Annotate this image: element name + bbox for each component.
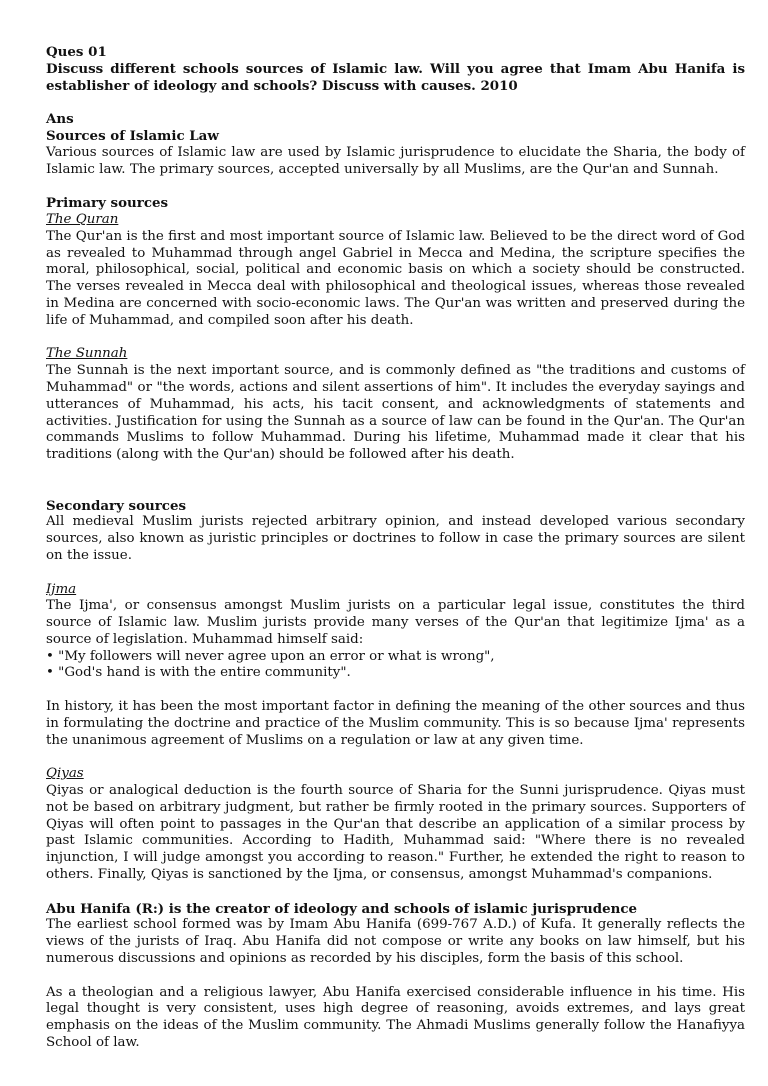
abu-hanifa-heading: Abu Hanifa (R:) is the creator of ideology and schools of islamic jurisprudence <box>46 900 638 917</box>
abu-hanifa-paragraph-1: The earliest school formed was by Imam Abu Hanifa (699-767 A.D.) of Kufa. It generally reflects the views of the jurists of Iraq. Abu Hanifa did not compose or write any books on law himself, but his numerous discussions and opinions as recorded by his disciples, form the basis of this school. <box>46 917 745 967</box>
qiyas-paragraph: Qiyas or analogical deduction is the fourth source of Sharia for the Sunni jurisprudence. Qiyas must not be based on arbitrary judgment, but rather be firmly rooted in the primary sources. Supporters of Qiyas will often point to passages in the Qur'an that describe an application of a similar process by past Islamic communities. According to Hadith, Muhammad said: "Where there is no revealed injunction, I will judge amongst you according to reason." Further, he extended the right to reason to others. Finally, Qiyas is sanctioned by the Ijma, or consensus, amongst Muhammad's companions. <box>46 783 745 883</box>
answer-label: Ans <box>46 111 74 128</box>
quran-paragraph: The Qur'an is the first and most important source of Islamic law. Believed to be the direct word of God as revealed to Muhammad through angel Gabriel in Mecca and Medina, the scripture specifies the moral, philosophical, social, political and economic basis on which a society should be constructed. The verses revealed in Mecca deal with philosophical and theological issues, whereas those revealed in Medina are concerned with socio-economic laws. The Qur'an was written and preserved during the life of Muhammad, and compiled soon after his death. <box>46 228 745 328</box>
ijma-quote-item: • "My followers will never agree upon an error or what is wrong", <box>46 649 745 666</box>
sunnah-subheading: The Sunnah <box>46 346 128 362</box>
document-page <box>46 44 745 1052</box>
abu-hanifa-paragraph-2: As a theologian and a religious lawyer, Abu Hanifa exercised considerable influence in his time. His legal thought is very consistent, uses high degree of reasoning, avoids extremes, and lays great emphasis on the ideas of the Muslim community. The Ahmadi Muslims generally follow the Hanafiyya School of law. <box>46 984 745 1051</box>
ijma-subheading: Ijma <box>46 581 77 597</box>
secondary-intro: All medieval Muslim jurists rejected arbitrary opinion, and instead developed various secondary sources, also known as juristic principles or doctrines to follow in case the primary sources are silent on the issue. <box>46 514 745 563</box>
quran-subheading: The Quran <box>46 211 119 227</box>
question-label: Ques 01 <box>46 44 107 60</box>
sources-heading: Sources of Islamic Law <box>46 127 219 144</box>
ijma-quote-list <box>46 649 745 683</box>
sunnah-paragraph: The Sunnah is the next important source, and is commonly defined as "the traditions and customs of Muhammad" or "the words, actions and silent assertions of him". It includes the everyday sayings and utterances of Muhammad, his acts, his tacit consent, and acknowledgments of statements and activities. Justification for using the Sunnah as a source of law can be found in the Qur'an. The Qur'an commands Muslims to follow Muhammad. During his lifetime, Muhammad made it clear that his traditions (along with the Qur'an) should be followed after his death. <box>46 363 745 463</box>
secondary-sources-heading: Secondary sources <box>46 497 187 514</box>
ijma-quote-item: • "God's hand is with the entire community". <box>46 665 745 682</box>
ijma-paragraph: The Ijma', or consensus amongst Muslim jurists on a particular legal issue, constitutes the third source of Islamic law. Muslim jurists provide many verses of the Qur'an that legitimize Ijma' as a source of legislation. Muhammad himself said: <box>46 598 745 647</box>
question-text: Discuss different schools sources of Islamic law. Will you agree that Imam Abu Hanifa is establisher of ideology and schools? Discuss with causes. 2010 <box>46 60 745 94</box>
ijma-history-paragraph: In history, it has been the most important factor in defining the meaning of the other sources and thus in formulating the doctrine and practice of the Muslim community. This is so because Ijma' represents the unanimous agreement of Muslims on a regulation or law at any given time. <box>46 699 745 748</box>
primary-sources-heading: Primary sources <box>46 195 169 212</box>
sources-intro: Various sources of Islamic law are used by Islamic jurisprudence to elucidate the Sharia, the body of Islamic law. The primary sources, accepted universally by all Muslims, are the Qur'an and Sunnah. <box>46 144 745 177</box>
qiyas-subheading: Qiyas <box>46 766 84 782</box>
